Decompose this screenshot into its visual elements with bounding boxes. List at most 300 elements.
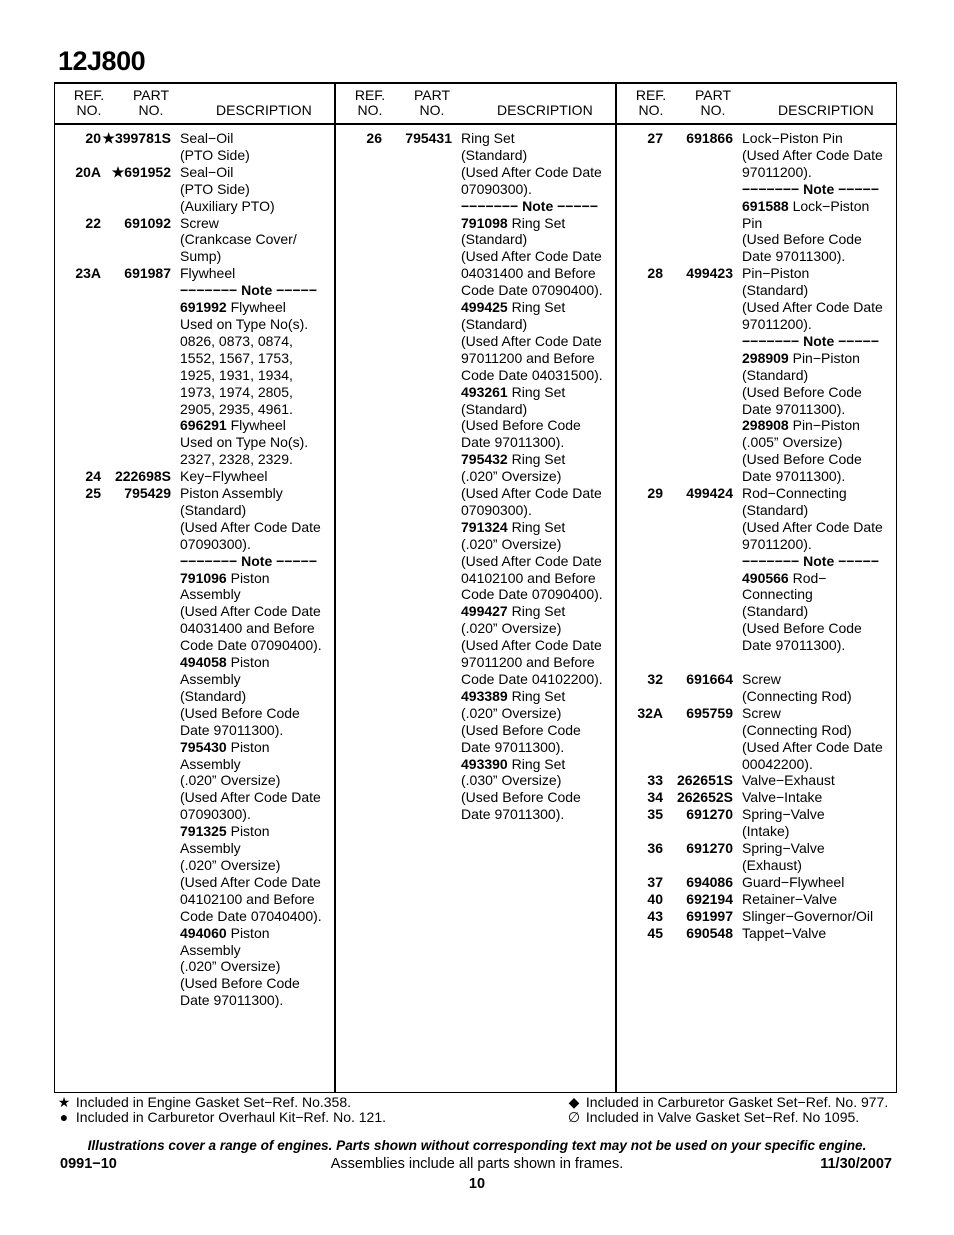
part-entry bbox=[617, 908, 896, 925]
description-line bbox=[461, 756, 615, 773]
description-line bbox=[461, 248, 615, 265]
legend-engine-gasket bbox=[56, 1095, 351, 1110]
text: (Exhaust) bbox=[742, 856, 802, 873]
description-line bbox=[180, 637, 334, 654]
legend-valve-gasket bbox=[566, 1110, 859, 1125]
description-line bbox=[742, 603, 896, 620]
part-description bbox=[742, 265, 896, 485]
description-line bbox=[742, 215, 896, 232]
description-line bbox=[180, 654, 334, 671]
text: (Used After Code Date bbox=[461, 637, 602, 654]
bold-text: 494060 bbox=[180, 924, 227, 941]
empty-set-icon: ∅ bbox=[567, 1109, 581, 1125]
part-number: 691270 bbox=[686, 840, 733, 857]
part-description bbox=[180, 164, 334, 215]
description-line bbox=[742, 806, 896, 823]
description-line bbox=[180, 164, 334, 181]
text: (.020” Oversize) bbox=[180, 856, 281, 873]
ref-number: 23A bbox=[75, 265, 101, 282]
part-description bbox=[180, 215, 334, 266]
text: Piston bbox=[226, 654, 270, 671]
bold-text: −−−−−−− Note −−−−− bbox=[180, 282, 317, 299]
text: (Used After Code Date bbox=[742, 518, 883, 535]
header-ref bbox=[350, 88, 390, 118]
text: Slinger−Governor/Oil bbox=[742, 907, 874, 924]
page-number: 10 bbox=[468, 1176, 486, 1192]
part-description bbox=[742, 705, 896, 773]
text: (Standard) bbox=[180, 687, 247, 704]
text: (.020” Oversize) bbox=[461, 468, 562, 485]
description-line bbox=[742, 367, 896, 384]
text: 0826, 0873, 0874, bbox=[180, 332, 293, 349]
legend-carburetor-gasket bbox=[566, 1095, 888, 1110]
part-number: 694086 bbox=[686, 873, 733, 890]
text: Piston bbox=[226, 924, 270, 941]
text: Ring Set bbox=[507, 687, 566, 704]
part-description bbox=[742, 806, 896, 840]
header-ref-text: REF. NO. bbox=[73, 87, 105, 118]
text: 04031400 and Before bbox=[180, 620, 315, 637]
text: Ring Set bbox=[507, 383, 566, 400]
column-body bbox=[617, 130, 896, 942]
description-line bbox=[180, 570, 334, 587]
description-line bbox=[742, 756, 896, 773]
part-description bbox=[742, 840, 896, 874]
bold-text: 791098 bbox=[461, 214, 508, 231]
description-line bbox=[180, 198, 334, 215]
part-description bbox=[180, 485, 334, 1009]
description-line bbox=[180, 519, 334, 536]
description-line bbox=[180, 502, 334, 519]
description-line bbox=[461, 367, 615, 384]
description-line bbox=[461, 705, 615, 722]
document-date: 11/30/2007 bbox=[820, 1156, 892, 1172]
description-line bbox=[742, 586, 896, 603]
text: 97011200). bbox=[742, 535, 812, 552]
bold-text: 298909 bbox=[742, 349, 789, 366]
description-line bbox=[180, 147, 334, 164]
description-line bbox=[742, 671, 896, 688]
text: Ring Set bbox=[507, 451, 566, 468]
text: Key−Flywheel bbox=[180, 468, 268, 485]
description-line bbox=[742, 316, 896, 333]
header-description: DESCRIPTION bbox=[216, 102, 312, 118]
text: (Auxiliary PTO) bbox=[180, 197, 275, 214]
description-line bbox=[180, 958, 334, 975]
description-line bbox=[742, 925, 896, 942]
description-line bbox=[180, 942, 334, 959]
text: (Standard) bbox=[742, 501, 809, 518]
bold-text: −−−−−−− Note −−−−− bbox=[742, 552, 879, 569]
description-line bbox=[742, 739, 896, 756]
description-line bbox=[180, 299, 334, 316]
text: (Connecting Rod) bbox=[742, 687, 852, 704]
part-number: 795429 bbox=[124, 485, 171, 502]
description-line bbox=[180, 620, 334, 637]
legend-text: Included in Engine Gasket Set−Ref. No.358. bbox=[75, 1094, 352, 1110]
description-line bbox=[180, 908, 334, 925]
text: Tappet−Valve bbox=[742, 924, 827, 941]
text: Code Date 07090400). bbox=[180, 637, 322, 654]
part-description bbox=[180, 265, 334, 468]
frames-note: Assemblies include all parts shown in frames. bbox=[330, 1156, 624, 1172]
text: Ring Set bbox=[507, 214, 566, 231]
ref-number: 29 bbox=[647, 485, 663, 502]
bold-text: 795430 bbox=[180, 738, 227, 755]
text: (Used Before Code bbox=[180, 975, 300, 992]
text: Pin−Piston bbox=[788, 417, 860, 434]
ref-number: 25 bbox=[85, 485, 101, 502]
description-line bbox=[742, 248, 896, 265]
description-line bbox=[461, 671, 615, 688]
header-description: DESCRIPTION bbox=[778, 102, 874, 118]
part-entry bbox=[617, 840, 896, 874]
legend-text: Included in Carburetor Gasket Set−Ref. No. 977. bbox=[585, 1094, 889, 1110]
text: (Standard) bbox=[742, 603, 809, 620]
ref-number: 36 bbox=[647, 840, 663, 857]
text: Guard−Flywheel bbox=[742, 873, 845, 890]
bold-text: 691588 bbox=[742, 197, 789, 214]
part-number: ★691952 bbox=[111, 163, 171, 180]
text: (Used Before Code bbox=[742, 451, 862, 468]
part-number: 499424 bbox=[686, 485, 733, 502]
part-description bbox=[742, 485, 896, 671]
ref-number: 45 bbox=[647, 924, 663, 941]
bold-text: 795432 bbox=[461, 451, 508, 468]
text: (Used After Code Date bbox=[180, 789, 321, 806]
description-line bbox=[180, 891, 334, 908]
bold-text: 493389 bbox=[461, 687, 508, 704]
description-line bbox=[180, 688, 334, 705]
text: (Used After Code Date bbox=[461, 332, 602, 349]
description-line bbox=[461, 485, 615, 502]
bold-text: 499427 bbox=[461, 603, 508, 620]
text: Date 97011300). bbox=[461, 434, 565, 451]
bold-text: 696291 bbox=[180, 417, 227, 434]
part-description bbox=[461, 130, 615, 823]
description-line bbox=[742, 164, 896, 181]
description-line bbox=[461, 620, 615, 637]
text: Lock−Piston bbox=[788, 197, 870, 214]
text: Date 97011300). bbox=[461, 806, 565, 823]
description-line bbox=[742, 181, 896, 198]
part-entry bbox=[617, 705, 896, 773]
part-number: 795431 bbox=[405, 130, 452, 146]
header-part bbox=[687, 88, 739, 118]
description-line bbox=[180, 756, 334, 773]
bold-text: 493390 bbox=[461, 755, 508, 772]
text: (.005” Oversize) bbox=[742, 434, 843, 451]
text: Valve−Exhaust bbox=[742, 772, 835, 789]
bold-text: 493261 bbox=[461, 383, 508, 400]
text: (PTO Side) bbox=[180, 180, 250, 197]
description-line bbox=[742, 654, 896, 671]
description-line bbox=[461, 265, 615, 282]
part-entry bbox=[55, 468, 334, 485]
part-description bbox=[742, 772, 896, 789]
header-ref bbox=[631, 88, 671, 118]
description-line bbox=[461, 654, 615, 671]
description-line bbox=[742, 130, 896, 147]
description-line bbox=[180, 417, 334, 434]
description-line bbox=[180, 857, 334, 874]
description-line bbox=[180, 316, 334, 333]
description-line bbox=[742, 772, 896, 789]
text: Assembly bbox=[180, 671, 241, 687]
description-line bbox=[742, 485, 896, 502]
text: (Used Before Code bbox=[180, 704, 300, 721]
text: Pin−Piston bbox=[742, 265, 810, 282]
description-line bbox=[742, 265, 896, 282]
text: (Used After Code Date bbox=[742, 299, 883, 316]
ref-number: 33 bbox=[647, 772, 663, 789]
part-description bbox=[742, 874, 896, 891]
description-line bbox=[461, 688, 615, 705]
description-line bbox=[742, 840, 896, 857]
description-line bbox=[461, 401, 615, 418]
part-entry bbox=[617, 874, 896, 891]
text: Flywheel bbox=[226, 299, 286, 316]
text: Date 97011300). bbox=[180, 721, 284, 738]
part-entry bbox=[617, 806, 896, 840]
text: (.020” Oversize) bbox=[180, 958, 281, 975]
description-line bbox=[180, 401, 334, 418]
description-line bbox=[180, 384, 334, 401]
description-line bbox=[180, 350, 334, 367]
description-line bbox=[461, 350, 615, 367]
ref-number: 35 bbox=[647, 806, 663, 823]
description-line bbox=[180, 671, 334, 688]
description-line bbox=[180, 333, 334, 350]
part-description bbox=[742, 671, 896, 705]
ref-number: 28 bbox=[647, 265, 663, 282]
part-number: 691866 bbox=[686, 130, 733, 146]
description-line bbox=[461, 164, 615, 181]
header-ref-text: REF. NO. bbox=[635, 87, 667, 118]
description-line bbox=[742, 417, 896, 434]
description-line bbox=[742, 519, 896, 536]
text: Flywheel bbox=[180, 265, 236, 282]
ref-number: 26 bbox=[366, 130, 382, 146]
description-line bbox=[461, 806, 615, 823]
description-line bbox=[461, 198, 615, 215]
ref-number: 24 bbox=[85, 468, 101, 485]
description-line bbox=[180, 434, 334, 451]
part-entry bbox=[55, 485, 334, 1009]
parts-column-1 bbox=[55, 84, 334, 1092]
text: (Standard) bbox=[180, 501, 247, 518]
description-line bbox=[180, 130, 334, 147]
ref-number: 27 bbox=[647, 130, 663, 146]
parts-column-2 bbox=[336, 84, 615, 1092]
description-line bbox=[180, 975, 334, 992]
description-line bbox=[742, 434, 896, 451]
ref-number: 43 bbox=[647, 907, 663, 924]
description-line bbox=[461, 586, 615, 603]
text: Used on Type No(s). bbox=[180, 434, 309, 451]
text: Seal−Oil bbox=[180, 130, 234, 146]
text: Assembly bbox=[180, 941, 241, 958]
ref-number: 22 bbox=[85, 214, 101, 231]
part-number: 695759 bbox=[686, 704, 733, 721]
part-description bbox=[742, 908, 896, 925]
description-line bbox=[180, 705, 334, 722]
part-entry bbox=[617, 891, 896, 908]
description-line bbox=[180, 367, 334, 384]
bold-text: 791096 bbox=[180, 569, 227, 586]
text: (Standard) bbox=[461, 400, 528, 417]
part-entry bbox=[336, 130, 615, 823]
part-number: 690548 bbox=[686, 924, 733, 941]
ref-number: 20 bbox=[85, 130, 101, 146]
legend-text: Included in Carburetor Overhaul Kit−Ref. No. 121. bbox=[75, 1109, 387, 1125]
description-line bbox=[742, 350, 896, 367]
text: (Standard) bbox=[742, 282, 809, 299]
bold-text: −−−−−−− Note −−−−− bbox=[461, 197, 598, 214]
part-number: 262651S bbox=[676, 772, 733, 789]
text: Pin−Piston bbox=[788, 349, 860, 366]
description-line bbox=[742, 705, 896, 722]
description-line bbox=[180, 231, 334, 248]
text: Screw bbox=[742, 704, 781, 721]
diamond-icon: ◆ bbox=[568, 1094, 580, 1110]
description-line bbox=[461, 282, 615, 299]
text: Piston bbox=[226, 569, 270, 586]
description-line bbox=[461, 637, 615, 654]
description-line bbox=[742, 553, 896, 570]
header-part bbox=[406, 88, 458, 118]
part-entry bbox=[617, 789, 896, 806]
text: 97011200). bbox=[742, 315, 812, 332]
header-part-text: PART NO. bbox=[413, 87, 451, 118]
part-entry bbox=[55, 130, 334, 164]
description-line bbox=[742, 536, 896, 553]
bold-text: −−−−−−− Note −−−−− bbox=[742, 332, 879, 349]
text: (Used Before Code bbox=[742, 231, 862, 248]
legend-text: Included in Valve Gasket Set−Ref. No 1095. bbox=[585, 1109, 860, 1125]
bold-text: −−−−−−− Note −−−−− bbox=[180, 552, 317, 569]
description-line bbox=[461, 384, 615, 401]
description-line bbox=[180, 722, 334, 739]
description-line bbox=[742, 282, 896, 299]
description-line bbox=[461, 147, 615, 164]
text: Ring Set bbox=[461, 130, 515, 146]
star-icon: ★ bbox=[57, 1094, 71, 1110]
document-number: 0991−10 bbox=[60, 1156, 117, 1172]
text: 04102100 and Before bbox=[461, 569, 596, 586]
description-line bbox=[180, 925, 334, 942]
text: (Used After Code Date bbox=[180, 873, 321, 890]
text: Sump) bbox=[180, 248, 222, 265]
description-line bbox=[180, 789, 334, 806]
description-line bbox=[461, 553, 615, 570]
text: Pin bbox=[742, 214, 763, 231]
description-line bbox=[180, 282, 334, 299]
description-line bbox=[742, 857, 896, 874]
description-line bbox=[461, 299, 615, 316]
header-ref-text: REF. NO. bbox=[354, 87, 386, 118]
part-entry bbox=[55, 215, 334, 266]
text: Code Date 07090400). bbox=[461, 586, 603, 603]
text: (Standard) bbox=[742, 366, 809, 383]
text: 00042200). bbox=[742, 755, 813, 772]
bold-text: 791324 bbox=[461, 518, 508, 535]
text: (Used After Code Date bbox=[461, 248, 602, 265]
description-line bbox=[742, 502, 896, 519]
text: Ring Set bbox=[507, 518, 566, 535]
text: (Used Before Code bbox=[461, 721, 581, 738]
text: 1973, 1974, 2805, bbox=[180, 383, 293, 400]
description-line bbox=[461, 130, 615, 147]
description-line bbox=[180, 215, 334, 232]
description-line bbox=[180, 248, 334, 265]
text: (Used After Code Date bbox=[461, 552, 602, 569]
text: Code Date 07040400). bbox=[180, 907, 322, 924]
text: (Used After Code Date bbox=[461, 163, 602, 180]
text: Piston bbox=[226, 823, 270, 840]
legend-carburetor-kit bbox=[56, 1110, 386, 1125]
ref-number: 32A bbox=[637, 704, 663, 721]
description-line bbox=[461, 570, 615, 587]
ref-number: 37 bbox=[647, 873, 663, 890]
description-line bbox=[180, 874, 334, 891]
text bbox=[742, 654, 746, 670]
text: (.020” Oversize) bbox=[461, 535, 562, 552]
header-ref bbox=[69, 88, 109, 118]
part-number: 499423 bbox=[686, 265, 733, 282]
text: 07090300). bbox=[180, 806, 251, 823]
description-line bbox=[461, 772, 615, 789]
part-number: 691987 bbox=[124, 265, 171, 282]
text: Code Date 07090400). bbox=[461, 282, 603, 299]
text: 2327, 2328, 2329. bbox=[180, 451, 293, 468]
description-line bbox=[742, 891, 896, 908]
description-line bbox=[180, 265, 334, 282]
description-line bbox=[461, 789, 615, 806]
text: (.020” Oversize) bbox=[461, 620, 562, 637]
text: Assembly bbox=[180, 755, 241, 772]
description-line bbox=[742, 231, 896, 248]
text: Code Date 04102200). bbox=[461, 671, 603, 687]
description-line bbox=[180, 603, 334, 620]
bold-text: 490566 bbox=[742, 569, 789, 586]
description-line bbox=[461, 434, 615, 451]
text: (Used After Code Date bbox=[461, 485, 602, 502]
part-entry bbox=[55, 164, 334, 215]
description-line bbox=[461, 603, 615, 620]
description-line bbox=[180, 823, 334, 840]
description-line bbox=[180, 451, 334, 468]
disclaimer: Illustrations cover a range of engines. Parts shown without corresponding text may not be used on your specific engine. bbox=[87, 1138, 867, 1153]
description-line bbox=[461, 316, 615, 333]
text: Date 97011300). bbox=[461, 738, 565, 755]
description-line bbox=[180, 586, 334, 603]
description-line bbox=[461, 451, 615, 468]
description-line bbox=[461, 519, 615, 536]
part-description bbox=[180, 130, 334, 164]
text: Retainer−Valve bbox=[742, 890, 838, 907]
part-number: 691270 bbox=[686, 806, 733, 823]
description-line bbox=[180, 553, 334, 570]
part-entry bbox=[55, 265, 334, 468]
part-number: 222698S bbox=[114, 468, 171, 485]
part-number: 691092 bbox=[124, 214, 171, 231]
description-line bbox=[180, 806, 334, 823]
description-line bbox=[180, 536, 334, 553]
text: Piston bbox=[226, 738, 270, 755]
description-line bbox=[742, 198, 896, 215]
text: (.020” Oversize) bbox=[461, 704, 562, 721]
